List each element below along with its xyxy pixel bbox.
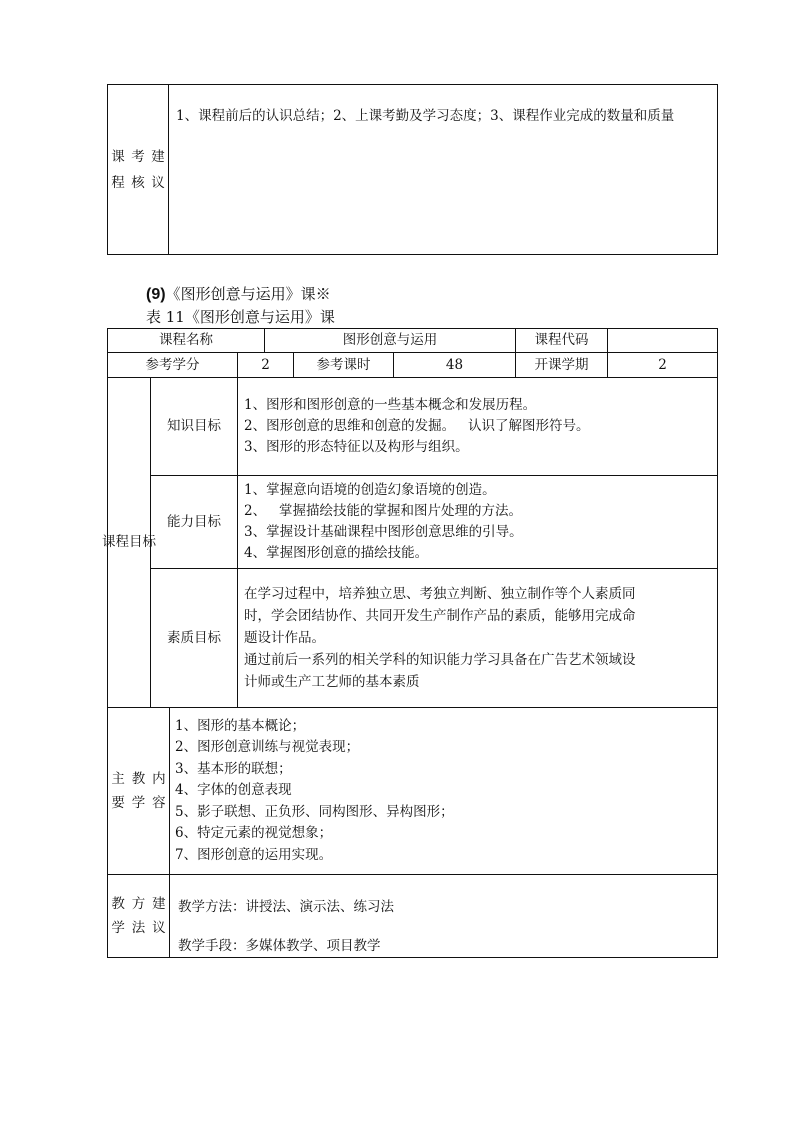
- ability-objective-label: 能力目标: [167, 513, 221, 530]
- paragraph-line: 在学习过程中，培养独立思、考独立判断、独立制作等个人素质同: [244, 586, 636, 602]
- objectives-group-label: 课 程 目 标: [102, 534, 156, 550]
- teaching-method-text: 教学方法：讲授法、演示法、练习法: [178, 899, 394, 915]
- list-item: 2、图形创意的思维和创意的发掘。 认识了解图形符号。: [244, 418, 590, 434]
- section-title: 《图形创意与运用》课※: [165, 285, 331, 303]
- list-item: 3、基本形的联想；: [175, 760, 292, 777]
- quality-objective-label: 素质目标: [167, 629, 221, 646]
- section-heading: [146, 283, 331, 304]
- hours-label: 参考课时: [316, 356, 371, 373]
- paragraph-line: 时，学会团结协作、共同开发生产制作产品的素质，能够用完成命: [244, 608, 636, 624]
- ability-objective-content: [244, 476, 714, 568]
- paragraph-line: 计师或生产工艺师的基本素质: [244, 674, 420, 690]
- list-item: 3、掌握设计基础课程中图形创意思维的引导。: [244, 524, 523, 540]
- credit-label: 参考学分: [145, 356, 200, 373]
- hours-value: 48: [445, 356, 464, 373]
- assessment-content: 1、课程前后的认识总结；2、上课考勤及学习态度；3、课程作业完成的数量和质量: [176, 108, 675, 124]
- list-item: 2、图形创意训练与视觉表现；: [175, 739, 360, 756]
- credit-value: 2: [261, 356, 270, 373]
- semester-label: 开课学期: [534, 356, 589, 373]
- course-code-value: [608, 329, 717, 352]
- quality-objective-content: [244, 569, 714, 707]
- semester-value: 2: [658, 356, 667, 373]
- list-item: 2、 掌握描绘技能的掌握和图片处理的方法。: [244, 503, 522, 519]
- list-item: 4、字体的创意表现: [175, 782, 292, 799]
- main-content-list: [175, 708, 713, 874]
- list-item: 7、图形创意的运用实现。: [175, 846, 333, 863]
- paragraph-line: 通过前后一系列的相关学科的知识能力学习具备在广告艺术领域设: [244, 652, 636, 668]
- list-item: 6、特定元素的视觉想象；: [175, 825, 333, 842]
- course-code-label: 课程代码: [534, 332, 589, 348]
- table-caption: 表 11《图形创意与运用》课: [146, 308, 335, 326]
- knowledge-objective-content: [244, 378, 714, 475]
- main-content-label: 主要 教学 内容: [111, 771, 166, 811]
- list-item: 1、图形的基本概论；: [175, 717, 306, 734]
- course-name-label: 课程名称: [159, 332, 213, 348]
- course-name-value: 图形创意与运用: [342, 332, 438, 348]
- list-item: 4、掌握图形创意的描绘技能。: [244, 545, 429, 561]
- list-item: 3、图形的形态特征以及构形与组织。: [244, 439, 469, 455]
- paragraph-line: 题设计作品。: [244, 630, 325, 646]
- section-number: (9): [146, 286, 166, 303]
- teaching-methods-label: 教学 方法 建议: [111, 896, 166, 936]
- teaching-means-text: 教学手段：多媒体教学、项目教学: [178, 938, 381, 954]
- knowledge-objective-label: 知识目标: [167, 418, 221, 434]
- assessment-label: 课程 考核 建议: [111, 148, 165, 191]
- list-item: 5、影子联想、正负形、同构图形、异构图形；: [175, 803, 454, 820]
- list-item: 1、掌握意向语境的创造幻象语境的创造。: [244, 482, 496, 498]
- list-item: 1、图形和图形创意的一些基本概念和发展历程。: [244, 397, 537, 413]
